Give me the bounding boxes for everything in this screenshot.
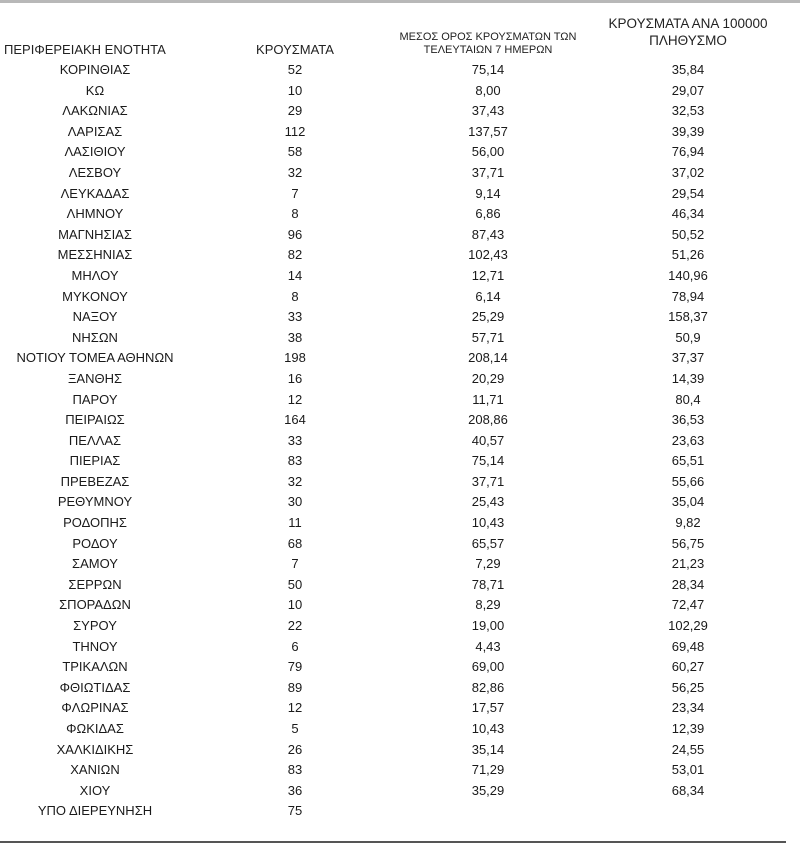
cell-cases: 79 (287, 659, 303, 675)
table-row (0, 781, 800, 802)
cell-7day-average: 25,29 (471, 309, 505, 325)
cell-cases-per-100000: 21,23 (671, 556, 705, 572)
cell-region: ΚΟΡΙΝΘΙΑΣ (59, 62, 131, 77)
cell-cases: 112 (284, 123, 306, 139)
cell-cases: 7 (291, 556, 299, 572)
cell-region: ΣΑΜΟΥ (72, 556, 118, 572)
cell-cases-per-100000: 29,54 (671, 185, 705, 201)
table-row (0, 431, 800, 452)
cell-7day-average: 12,71 (471, 267, 505, 283)
cell-region: ΜΗΛΟΥ (71, 267, 119, 283)
cell-cases: 83 (287, 762, 303, 778)
cell-cases: 8 (291, 288, 299, 304)
cell-cases-per-100000: 68,34 (671, 782, 705, 798)
table-row (0, 451, 800, 472)
cell-7day-average: 35,14 (471, 741, 505, 757)
table-row (0, 60, 800, 81)
cell-region: ΛΗΜΝΟΥ (66, 206, 124, 222)
cell-7day-average: 208,14 (468, 350, 508, 366)
cell-cases-per-100000: 35,04 (671, 494, 705, 510)
cell-7day-average: 57,71 (471, 329, 505, 345)
table-row (0, 801, 800, 822)
cell-cases: 198 (284, 350, 306, 366)
cell-cases-per-100000: 37,37 (671, 350, 705, 366)
cell-7day-average: 6,14 (475, 288, 501, 304)
cell-7day-average: 56,00 (471, 144, 505, 160)
cell-cases-per-100000: 12,39 (671, 721, 705, 736)
cell-7day-average: 71,29 (471, 762, 505, 778)
cell-7day-average: 65,57 (471, 535, 505, 551)
cell-cases-per-100000: 60,27 (671, 659, 705, 675)
cell-cases-per-100000: 50,52 (671, 226, 705, 242)
cell-cases: 33 (287, 432, 303, 448)
cell-cases: 52 (287, 62, 303, 77)
cell-cases-per-100000: 29,07 (671, 82, 705, 98)
cell-7day-average: 8,29 (475, 597, 501, 613)
table-row (0, 760, 800, 781)
cell-cases: 164 (284, 412, 306, 428)
table-row (0, 390, 800, 411)
cell-7day-average: 82,86 (471, 679, 505, 695)
cell-region: ΚΩ (85, 82, 105, 98)
cell-cases: 11 (288, 515, 302, 531)
cell-region: ΛΕΥΚΑΔΑΣ (60, 185, 130, 201)
cell-cases-per-100000: 24,55 (671, 741, 705, 757)
cell-7day-average: 35,29 (471, 782, 505, 798)
cell-cases: 16 (287, 370, 303, 386)
cell-region: ΜΥΚΟΝΟΥ (62, 288, 128, 304)
table-row (0, 328, 800, 349)
cell-cases: 33 (287, 309, 303, 325)
cell-region: ΤΡΙΚΑΛΩΝ (62, 659, 128, 675)
cell-region: ΜΑΓΝΗΣΙΑΣ (58, 226, 132, 242)
table-row (0, 287, 800, 308)
cell-region: ΛΑΡΙΣΑΣ (67, 123, 123, 139)
cell-cases-per-100000: 39,39 (671, 123, 705, 139)
table-row (0, 678, 800, 699)
table-row (0, 142, 800, 163)
cell-cases: 58 (287, 144, 303, 160)
cell-region: ΠΑΡΟΥ (72, 391, 118, 407)
cell-cases-per-100000: 32,53 (671, 103, 705, 119)
cell-cases: 14 (287, 267, 303, 283)
table-row (0, 616, 800, 637)
cell-cases-per-100000: 55,66 (671, 473, 705, 489)
table-row (0, 637, 800, 658)
cell-cases-per-100000: 50,9 (675, 329, 701, 345)
cell-cases-per-100000: 65,51 (671, 453, 705, 469)
cell-7day-average: 37,43 (471, 103, 505, 119)
cell-region: ΦΛΩΡΙΝΑΣ (61, 700, 129, 716)
cell-cases-per-100000: 102,29 (668, 618, 708, 634)
cell-region: ΡΟΔΟΥ (72, 535, 118, 551)
cell-cases: 12 (287, 700, 303, 716)
table-row (0, 575, 800, 596)
cell-cases: 50 (287, 576, 303, 592)
cell-cases-per-100000: 140,96 (668, 267, 708, 283)
cell-region: ΠΙΕΡΙΑΣ (69, 453, 121, 469)
cell-cases: 12 (287, 391, 303, 407)
cell-cases: 5 (291, 721, 299, 736)
top-divider (0, 0, 800, 3)
cell-cases-per-100000: 78,94 (671, 288, 705, 304)
cell-cases-per-100000: 80,4 (675, 391, 701, 407)
cell-cases: 89 (287, 679, 303, 695)
cell-cases: 30 (287, 494, 303, 510)
cell-cases: 8 (291, 206, 299, 222)
cell-region: ΝΑΞΟΥ (72, 309, 118, 325)
table-row (0, 348, 800, 369)
cell-cases-per-100000: 158,37 (668, 309, 708, 325)
cell-region: ΡΟΔΟΠΗΣ (63, 515, 127, 531)
table-row (0, 184, 800, 205)
cell-7day-average: 11,71 (472, 391, 504, 407)
cell-region: ΣΠΟΡΑΔΩΝ (59, 597, 131, 613)
cell-cases: 26 (287, 741, 303, 757)
header-7day-average: ΜΕΣΟΣ ΟΡΟΣ ΚΡΟΥΣΜΑΤΩΝ ΤΩΝ ΤΕΛΕΥΤΑΙΩΝ 7 ΗΜΕΡΩΝ (399, 30, 577, 57)
table-row (0, 307, 800, 328)
cell-7day-average: 75,14 (471, 453, 505, 469)
table-row (0, 245, 800, 266)
table-row (0, 534, 800, 555)
table-row (0, 472, 800, 493)
cell-7day-average: 17,57 (471, 700, 505, 716)
cell-7day-average: 40,57 (471, 432, 505, 448)
cell-cases-per-100000: 69,48 (671, 638, 705, 654)
cell-7day-average: 4,43 (475, 638, 501, 654)
cell-region: ΧΑΛΚΙΔΙΚΗΣ (56, 741, 134, 757)
cell-cases-per-100000: 72,47 (671, 597, 705, 613)
cell-7day-average: 10,43 (471, 515, 505, 531)
table-row (0, 225, 800, 246)
cell-cases: 96 (287, 226, 303, 242)
cell-cases: 7 (291, 185, 299, 201)
cell-7day-average: 25,43 (471, 494, 505, 510)
cell-7day-average: 102,43 (468, 247, 508, 263)
cell-region: ΦΘΙΩΤΙΔΑΣ (59, 679, 131, 695)
table-row (0, 740, 800, 761)
cell-region: ΝΗΣΩΝ (72, 329, 118, 345)
cell-cases: 38 (287, 329, 303, 345)
cell-7day-average: 137,57 (468, 123, 508, 139)
cell-cases: 6 (291, 638, 299, 654)
cell-cases-per-100000: 14,39 (671, 370, 705, 386)
cell-cases-per-100000: 35,84 (671, 62, 705, 77)
cell-region: ΞΑΝΘΗΣ (67, 370, 123, 386)
cell-7day-average: 20,29 (471, 370, 505, 386)
cell-region: ΤΗΝΟΥ (72, 638, 118, 654)
cell-7day-average: 208,86 (468, 412, 508, 428)
cell-cases: 29 (287, 103, 303, 119)
cell-cases-per-100000: 51,26 (671, 247, 705, 263)
table-row (0, 369, 800, 390)
header-cases-per-100000: ΚΡΟΥΣΜΑΤΑ ΑΝΑ 100000 ΠΛΗΘΥΣΜΟ (608, 16, 768, 48)
cell-7day-average: 8,00 (475, 82, 501, 98)
cell-region: ΡΕΘΥΜΝΟΥ (57, 494, 133, 510)
cell-cases-per-100000: 53,01 (671, 762, 705, 778)
cell-cases: 75 (287, 803, 303, 819)
cell-cases: 83 (287, 453, 303, 469)
cell-region: ΣΕΡΡΩΝ (68, 576, 122, 592)
table-body (0, 60, 800, 822)
table-row (0, 266, 800, 287)
cell-region: ΧΑΝΙΩΝ (70, 762, 120, 778)
cell-7day-average: 78,71 (471, 576, 505, 592)
cell-region: ΠΕΛΛΑΣ (68, 432, 122, 448)
cell-cases: 32 (287, 473, 303, 489)
header-region: ΠΕΡΙΦΕΡΕΙΑΚΗ ΕΝΟΤΗΤΑ (4, 41, 166, 57)
cell-cases: 10 (287, 597, 303, 613)
cell-region: ΧΙΟΥ (79, 782, 111, 798)
table-row (0, 81, 800, 102)
table-row (0, 719, 800, 740)
cell-cases-per-100000: 46,34 (671, 206, 705, 222)
cell-7day-average: 75,14 (471, 62, 505, 77)
cell-7day-average: 6,86 (475, 206, 501, 222)
cell-region: ΜΕΣΣΗΝΙΑΣ (57, 247, 133, 263)
cell-cases-per-100000: 76,94 (671, 144, 705, 160)
table-row (0, 513, 800, 534)
table-row (0, 595, 800, 616)
cell-cases: 22 (287, 618, 303, 634)
table-row (0, 410, 800, 431)
cell-cases-per-100000: 56,25 (671, 679, 705, 695)
cell-7day-average: 10,43 (471, 721, 505, 736)
cell-cases: 10 (287, 82, 303, 98)
cell-region: ΝΟΤΙΟΥ ΤΟΜΕΑ ΑΘΗΝΩΝ (16, 350, 174, 366)
cell-7day-average: 69,00 (471, 659, 505, 675)
cell-7day-average: 37,71 (471, 164, 505, 180)
cell-cases: 32 (287, 164, 303, 180)
table-row (0, 163, 800, 184)
cell-region: ΛΕΣΒΟΥ (68, 164, 122, 180)
cell-7day-average: 37,71 (471, 473, 505, 489)
bottom-divider (0, 841, 786, 843)
table-row (0, 122, 800, 143)
cell-region: ΛΑΣΙΘΙΟΥ (64, 144, 126, 160)
table-row (0, 101, 800, 122)
cell-cases: 36 (287, 782, 303, 798)
table-row (0, 554, 800, 575)
cell-region: ΠΡΕΒΕΖΑΣ (60, 473, 130, 489)
cell-region: ΦΩΚΙΔΑΣ (66, 721, 124, 736)
cell-cases: 82 (287, 247, 303, 263)
cell-cases-per-100000: 36,53 (671, 412, 705, 428)
cell-7day-average: 7,29 (475, 556, 501, 572)
cell-cases-per-100000: 56,75 (671, 535, 705, 551)
cell-region: ΥΠΟ ΔΙΕΡΕΥΝΗΣΗ (37, 803, 153, 819)
cell-cases-per-100000: 9,82 (675, 515, 701, 531)
cell-7day-average: 87,43 (471, 226, 505, 242)
cell-cases-per-100000: 28,34 (671, 576, 705, 592)
cell-7day-average: 9,14 (475, 185, 501, 201)
table-row (0, 657, 800, 678)
cell-cases-per-100000: 37,02 (671, 164, 705, 180)
cell-cases-per-100000: 23,63 (671, 432, 705, 448)
table-row (0, 698, 800, 719)
header-cases: ΚΡΟΥΣΜΑΤΑ (256, 41, 334, 57)
table-row (0, 492, 800, 513)
table-row (0, 204, 800, 225)
cell-region: ΛΑΚΩΝΙΑΣ (62, 103, 128, 119)
cell-cases: 68 (287, 535, 303, 551)
cell-7day-average: 19,00 (471, 618, 505, 634)
cell-cases-per-100000: 23,34 (671, 700, 705, 716)
cell-region: ΣΥΡΟΥ (73, 618, 117, 634)
cell-region: ΠΕΙΡΑΙΩΣ (65, 412, 125, 428)
